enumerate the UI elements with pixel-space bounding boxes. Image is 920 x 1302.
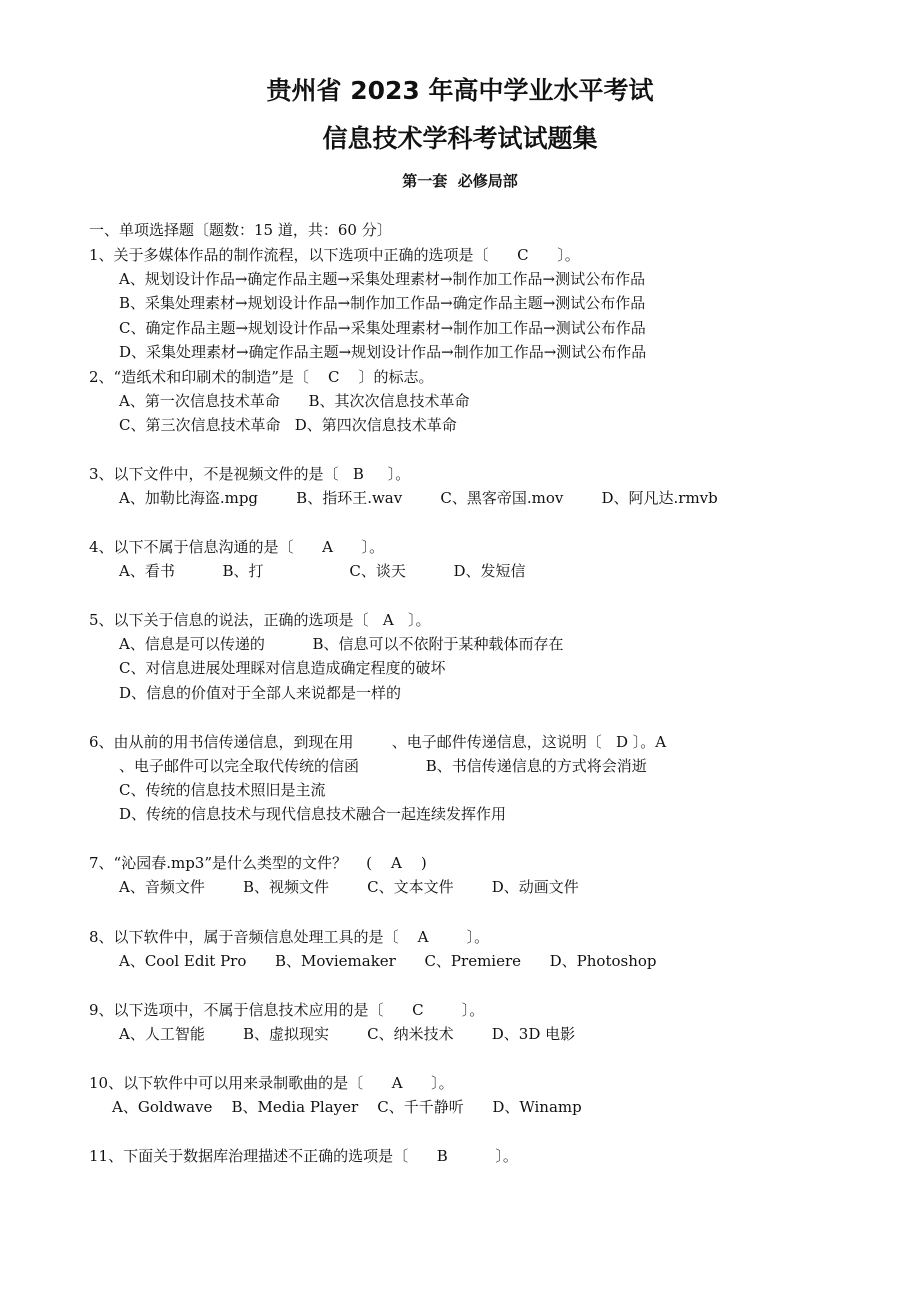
question-8-stem: 8、以下软件中，属于音频信息处理工具的是〔 A 〕。 <box>89 928 490 946</box>
question-3-stem: 3、以下文件中，不是视频文件的是〔 B 〕。 <box>89 465 411 483</box>
question-6-option-c: C、传统的信息技术照旧是主流 <box>119 781 326 799</box>
section-heading: 一、单项选择题〔题数：15 道，共：60 分〕 <box>89 221 392 239</box>
question-5-option-c: C、对信息进展处理睬对信息造成确定程度的破坏 <box>119 659 446 677</box>
question-1-stem: 1、关于多媒体作品的制作流程，以下选项中正确的选项是〔 C 〕。 <box>89 246 580 264</box>
question-5-option-d: D、信息的价值对于全部人来说都是一样的 <box>119 684 402 702</box>
question-1-option-c: C、确定作品主题→规划设计作品→采集处理素材→制作加工作品→测试公布作品 <box>119 319 646 337</box>
question-7-options: A、音频文件 B、视频文件 C、文本文件 D、动画文件 <box>119 878 579 896</box>
question-10-stem: 10、以下软件中可以用来录制歌曲的是〔 A 〕。 <box>89 1074 454 1092</box>
question-6-options-ab: 、电子邮件可以完全取代传统的信函 B、书信传递信息的方式将会消逝 <box>119 757 647 775</box>
question-2-options-ab: A、第一次信息技术革命 B、其次次信息技术革命 <box>119 392 470 410</box>
question-3-options: A、加勒比海盗.mpg B、指环王.wav C、黑客帝国.mov D、阿凡达.rmvb <box>119 489 718 507</box>
question-2-stem: 2、“造纸术和印刷术的制造”是〔 C 〕的标志。 <box>89 368 434 386</box>
section-subheading: 第一套 必修局部 <box>402 172 518 190</box>
question-7-stem: 7、“沁园春.mp3”是什么类型的文件？ ( A ) <box>89 854 427 872</box>
question-5-options-ab: A、信息是可以传递的 B、信息可以不依附于某种载体而存在 <box>119 635 564 653</box>
question-10-options: A、Goldwave B、Media Player C、千千静听 D、Winamp <box>112 1098 582 1116</box>
question-5-stem: 5、以下关于信息的说法，正确的选项是〔 A 〕。 <box>89 611 431 629</box>
question-6-stem: 6、由从前的用书信传递信息，到现在用 、电子邮件传递信息，这说明〔 D 〕。A <box>89 733 667 751</box>
question-4-stem: 4、以下不属于信息沟通的是〔 A 〕。 <box>89 538 385 556</box>
question-1-option-d: D、采集处理素材→确定作品主题→规划设计作品→制作加工作品→测试公布作品 <box>119 343 647 361</box>
question-4-options: A、看书 B、打 C、谈天 D、发短信 <box>119 562 526 580</box>
question-8-options: A、Cool Edit Pro B、Moviemaker C、Premiere D、Photoshop <box>119 952 657 970</box>
question-11-stem: 11、下面关于数据库治理描述不正确的选项是〔 B 〕。 <box>89 1147 518 1165</box>
document-subtitle: 信息技术学科考试试题集 <box>322 124 598 153</box>
question-9-stem: 9、以下选项中，不属于信息技术应用的是〔 C 〕。 <box>89 1001 485 1019</box>
question-1-option-a: A、规划设计作品→确定作品主题→采集处理素材→制作加工作品→测试公布作品 <box>119 270 646 288</box>
question-9-options: A、人工智能 B、虚拟现实 C、纳米技术 D、3D 电影 <box>119 1025 576 1043</box>
question-1-option-b: B、采集处理素材→规划设计作品→制作加工作品→确定作品主题→测试公布作品 <box>119 294 646 312</box>
document-title: 贵州省 2023 年高中学业水平考试 <box>266 76 654 105</box>
question-2-options-cd: C、第三次信息技术革命 D、第四次信息技术革命 <box>119 416 457 434</box>
question-6-option-d: D、传统的信息技术与现代信息技术融合一起连续发挥作用 <box>119 805 507 823</box>
